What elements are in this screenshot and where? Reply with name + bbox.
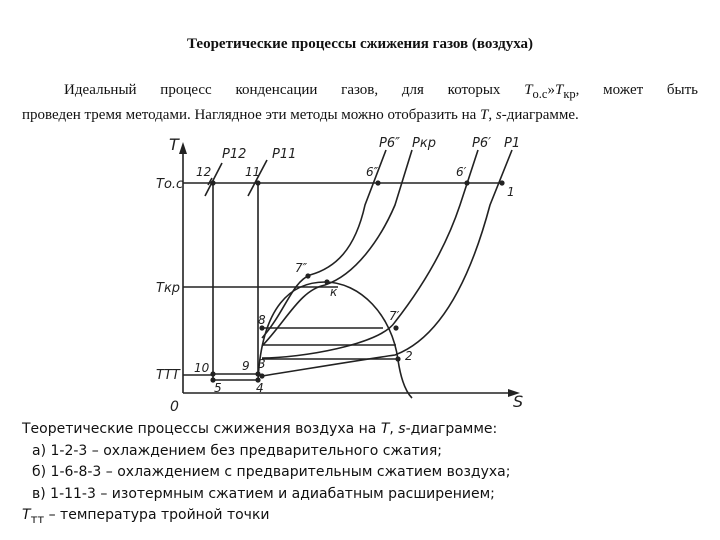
point-2 [395, 356, 400, 361]
intro-line-1 [22, 80, 698, 105]
caption-text-1b: -диаграмме: [405, 421, 498, 437]
label-p1: P1 [504, 136, 521, 151]
point-1 [499, 180, 504, 185]
origin-label: 0 [170, 399, 179, 413]
label-point-6p: 6′ [456, 165, 467, 179]
t-sub-kr: кр [563, 87, 576, 101]
ts-diagram [150, 128, 530, 413]
label-point-5: 5 [214, 381, 222, 395]
caption-line-1 [22, 419, 702, 441]
y-label-tkr: Tкр [156, 281, 181, 296]
label-p12: P12 [222, 147, 247, 162]
saturation-dome [258, 282, 412, 398]
s-italic: s [495, 107, 502, 123]
much-greater-sign: » [547, 82, 555, 98]
t-italic: T [480, 107, 489, 123]
label-point-6pp: 6″ [366, 165, 379, 179]
intro-text-1a: Идеальный процесс конденсации газов, для которых [64, 82, 501, 98]
label-point-12: 12 [196, 165, 212, 179]
caption-s-italic: s [398, 421, 406, 437]
caption-ttt-line [22, 505, 702, 530]
label-p11: P11 [272, 147, 297, 162]
figure-caption [22, 419, 702, 530]
label-p6p: P6′ [472, 136, 492, 151]
t-axis-arrow [179, 142, 187, 154]
t-symbol-1: T [524, 82, 533, 98]
label-point-11: 11 [245, 165, 261, 179]
intro-text-2b: -диаграмме. [501, 107, 579, 123]
point-k [324, 279, 329, 284]
point-12 [210, 180, 215, 185]
label-point-1: 1 [507, 185, 515, 199]
page-title: Теоретические процессы сжижения газов (воздуха) [186, 36, 534, 52]
point-7p [393, 325, 398, 330]
label-point-3: 3 [258, 357, 266, 371]
process-points [210, 180, 504, 382]
point-6pp [375, 180, 380, 185]
caption-text-1a: Теоретические процессы сжижения воздуха на [22, 421, 381, 437]
label-point-2: 2 [405, 349, 413, 363]
t-symbol-2: T [554, 82, 564, 98]
intro-text-1b: , может быть [575, 82, 699, 98]
point-10 [210, 371, 215, 376]
intro-line-2 [22, 105, 698, 126]
label-point-k: к [330, 285, 338, 299]
isobar-p6p [262, 150, 478, 358]
point-11 [255, 180, 260, 185]
caption-ttt-sub: тт [30, 511, 45, 526]
point-3 [259, 373, 264, 378]
axis-s-label: S [513, 392, 524, 411]
caption-ttt-text: – температура тройной точки [44, 507, 270, 523]
caption-item-c: в) 1-11-3 – изотермным сжатием и адиабатным расширением; [32, 485, 495, 502]
t-sub-oc: о.с [532, 87, 548, 101]
intro-paragraph [22, 80, 698, 126]
y-label-ttt: TТТ [156, 368, 180, 383]
label-point-9: 9 [242, 359, 250, 373]
point-6p [464, 180, 469, 185]
caption-t-italic: T [380, 421, 390, 437]
label-point-7p: 7′ [389, 309, 400, 323]
label-pkr: Pкр [412, 136, 436, 151]
intro-text-2a: проведен тремя методами. Наглядное эти методы можно отобразить на [22, 107, 477, 123]
label-p6pp: P6″ [379, 136, 400, 151]
comma: , [488, 107, 493, 123]
caption-item-b: б) 1-6-8-3 – охлаждением с предварительным сжатием воздуха; [32, 464, 511, 480]
caption-comma: , [389, 421, 399, 437]
label-point-8: 8 [258, 313, 266, 327]
axis-t-label: T [169, 135, 179, 154]
y-label-tos: Tо.с [156, 177, 184, 192]
label-point-4: 4 [256, 381, 264, 395]
caption-item-a: а) 1-2-3 – охлаждением без предварительного сжатия; [32, 442, 443, 459]
label-point-10: 10 [194, 361, 210, 375]
label-point-7pp: 7″ [295, 261, 308, 275]
caption-ttt-symbol: T [22, 507, 31, 523]
